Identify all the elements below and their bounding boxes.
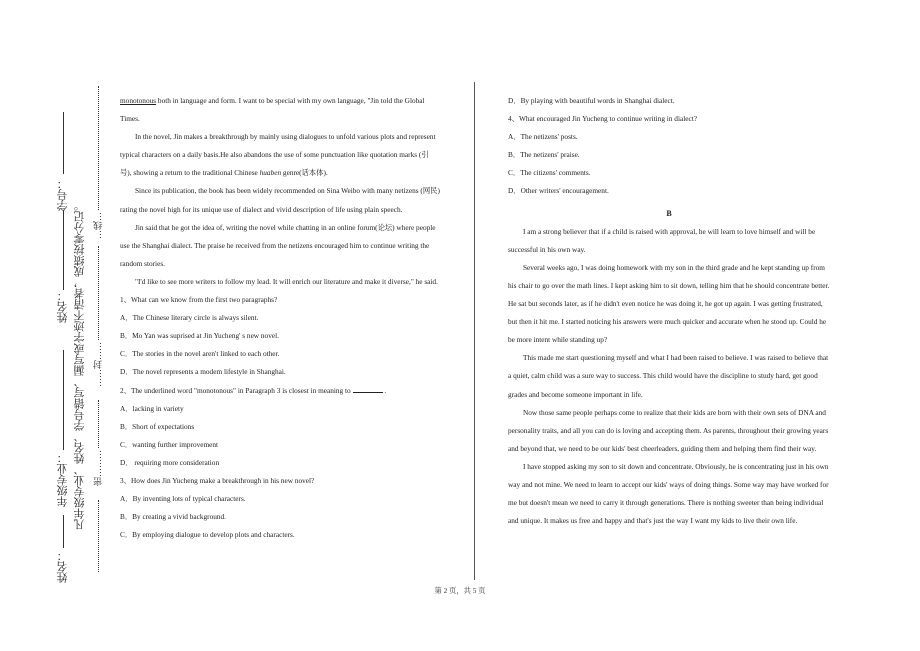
binding-dotted-line-bottom — [98, 400, 99, 448]
option: B．Mo Yan was suprised at Jin Yucheng' s new novel. — [120, 331, 279, 341]
passage-paragraph: This made me start questioning myself and what I had been raised to believe. I was raised to believe that a quiet, calm child was a sure way to success. This child would have the discipline to study hard, get good grades and become someone important in life. — [508, 353, 829, 399]
option: C．By employing dialogue to develop plots and characters. — [120, 530, 295, 540]
question-2: 2、The underlined word "monotonous" in Paragraph 3 is closest in meaning to . — [120, 385, 387, 395]
binding-dotted-line-top — [98, 86, 99, 210]
answer-blank — [353, 384, 383, 393]
passage-paragraph: Several weeks ago, I was doing homework with my son in the third grade and he kept standing up from his chair to go over the math lines. I kept asking him to sit down, telling him that he should concentrate better. He sat but seconds later, as if he didn't even notice he was doing it, he got up again. I was getting frustrated, but then it hit me. I started noticing his answers were much quicker and accurate when he stood up. Could he be more intent while standing up? — [508, 262, 830, 345]
passage-paragraph: Since its publication, the book has been widely recommended on Sina Weibo with many netizens (网民) rating the novel high for its unique use of dialect and vivid description of life using plain speech. — [120, 186, 440, 214]
option: A．By inventing lots of typical characters. — [120, 494, 246, 504]
option: D．The novel represents a modem lifestyle in Shanghai. — [120, 367, 286, 377]
binding-instructions: 凡年级专业、姓名、学号错写、漏写或字迹不清者，成绩按零分记。 — [74, 200, 86, 530]
passage-paragraph: "I'd like to see more writers to follow my lead. It will enrich our literature and make it diverse," he said. — [135, 276, 438, 286]
name-label-upper: 姓名： — [57, 290, 69, 323]
name-underline-upper — [63, 210, 64, 290]
binding-dotted-line-mid — [98, 246, 99, 340]
passage-paragraph: I am a strong believer that if a child is raised with approval, he will learn to love himself and will be successful in his own way. — [508, 226, 816, 254]
column-divider — [474, 82, 475, 580]
passage-paragraph: Now those same people perhaps come to realize that their kids are born with their own sets of DNA and personality traits, and all you can do is loving and accepting them. As parents, throughout their growing years and beyond that, we need to be our kids' best cheerleaders, guiding them and helping them find their way. — [508, 407, 829, 453]
option: A．lacking in variety — [120, 403, 184, 413]
student-id-underline — [63, 112, 64, 174]
passage-paragraph: I have stopped asking my son to sit down and concentrate. Obviously, he is concentrating just in his own way and not mine. We need to learn to accept our kids' ways of doing things. Some way may have worked for me but doesn't mean we need to carry it through generations. There is nothing sweeter than being individual and unique. It makes us free and happy and that's just the way I want my kids to live their own life. — [508, 461, 829, 526]
question-1: 1、What can we know from the first two paragraphs? — [120, 295, 278, 305]
option: C．The citizens' comments. — [508, 168, 591, 178]
option: D．By playing with beautiful words in Shanghai dialect. — [508, 96, 675, 105]
passage-paragraph: monotonous both in language and form. I want to be special with my own language, "Jin told the Global Times. — [120, 96, 425, 124]
section-heading-b: B — [666, 208, 672, 218]
binding-mark-seal-end: 密……… — [93, 450, 103, 486]
page-footer: 第 2 页，共 5 页 — [434, 586, 486, 595]
left-column — [120, 92, 440, 544]
passage-paragraph: Jin said that he got the idea of, writing the novel while chatting in an online forum(论坛) where people use the Shanghai dialect. The praise he received from the netizens encouraged him to continue writing the random stories. — [120, 222, 436, 268]
right-column — [508, 92, 830, 530]
student-id-label: 学号： — [57, 178, 69, 211]
option: D．Other writers' encouragement. — [508, 186, 609, 196]
option: B．The netizens' praise. — [508, 150, 580, 160]
binding-mark-seal: ……封…… — [93, 342, 103, 387]
option: C．The stories in the novel aren't linked to each other. — [120, 349, 280, 359]
name-underline-lower — [63, 515, 64, 548]
binding-mark-line: …线… — [93, 212, 103, 239]
option: B．Short of expectations — [120, 421, 195, 431]
option: A．The netizens' posts. — [508, 132, 578, 142]
option: A．The Chinese literary circle is always silent. — [120, 313, 259, 323]
name-label-lower: 姓名： — [57, 550, 69, 583]
binding-dotted-line-end — [98, 500, 99, 572]
option: D． requiring more consideration — [120, 457, 220, 467]
option: B．By creating a vivid background. — [120, 512, 226, 522]
passage-paragraph: In the novel, Jin makes a breakthrough by mainly using dialogues to unfold various plots and represent typical characters on a daily basis.He also abandons the use of some punctuation like quotation marks (引号), showing a return to the traditional Chinese huaben genre(话本体). — [120, 132, 436, 178]
grade-underline — [63, 350, 64, 450]
question-3: 3、How does Jin Yucheng make a breakthrough in his new novel? — [120, 475, 315, 485]
grade-label: 年级专业： — [57, 452, 69, 507]
question-4: 4、What encouraged Jin Yucheng to continue writing in dialect? — [508, 114, 697, 124]
underlined-word: monotonous — [120, 96, 157, 105]
option: C．wanting further improvement — [120, 439, 219, 449]
